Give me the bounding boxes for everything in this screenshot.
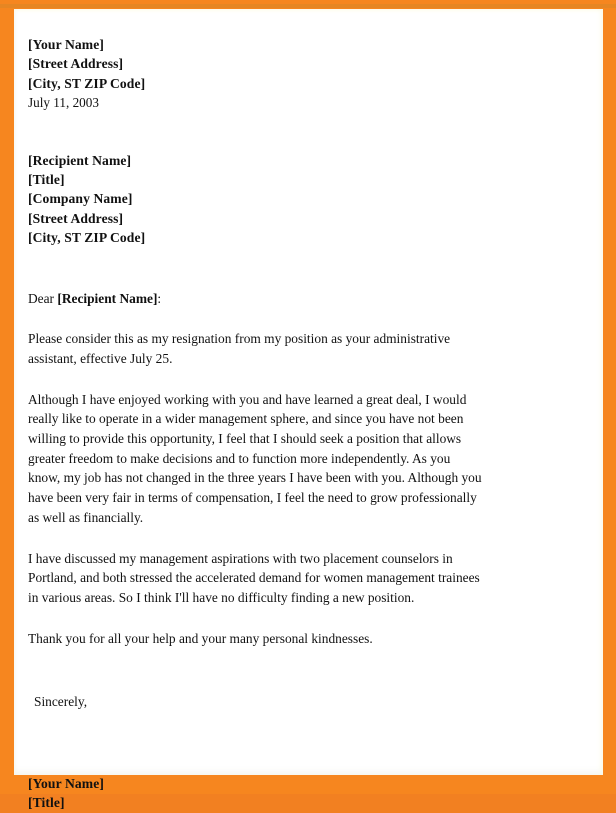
paragraph-line: greater freedom to make decisions and to function more independently. As you xyxy=(28,450,451,466)
sender-name: [Your Name] xyxy=(28,37,104,52)
letter-content xyxy=(28,9,588,813)
salutation-recipient-name: [Recipient Name] xyxy=(57,290,158,306)
paragraph-line: willing to provide this opportunity, I feel that I should seek a position that allows xyxy=(28,431,462,447)
paragraph-line: as well as financially. xyxy=(28,509,144,525)
letter-page xyxy=(14,9,603,811)
closing-salutation: Sincerely, xyxy=(34,694,88,710)
signature-title: [Title] xyxy=(28,795,65,811)
body-paragraph-3 xyxy=(28,549,588,608)
recipient-title: [Title] xyxy=(28,172,65,188)
salutation-punctuation: : xyxy=(157,290,162,306)
paragraph-line: really like to operate in a wider management sphere, and since you have not been xyxy=(28,411,464,427)
paragraph-line: Portland, and both stressed the accelerated demand for women management trainees xyxy=(28,570,480,586)
paragraph-line: Thank you for all your help and your many personal kindnesses. xyxy=(28,630,373,646)
paragraph-line: Although I have enjoyed working with you and have learned a great deal, I would xyxy=(28,391,467,407)
body-paragraph-2 xyxy=(28,390,588,528)
paragraph-line: know, my job has not changed in the three years I have been with you. Although you xyxy=(28,470,482,486)
body-paragraph-4 xyxy=(28,629,588,649)
sender-street-address: [Street Address] xyxy=(28,56,124,72)
paragraph-line: have been very fair in terms of compensation, I feel the need to grow professionally xyxy=(28,490,477,506)
recipient-city-state-zip: [City, ST ZIP Code] xyxy=(28,230,146,246)
letter-date: July 11, 2003 xyxy=(28,95,99,111)
recipient-address-block xyxy=(28,151,588,248)
salutation xyxy=(28,289,588,309)
signature-name: [Your Name] xyxy=(28,775,104,791)
sender-city-state-zip: [City, ST ZIP Code] xyxy=(28,75,146,91)
recipient-street-address: [Street Address] xyxy=(28,210,124,226)
recipient-name: [Recipient Name] xyxy=(28,152,132,168)
paragraph-line: I have discussed my management aspirations with two placement counselors in xyxy=(28,550,453,566)
paragraph-line: in various areas. So I think I'll have no difficulty finding a new position. xyxy=(28,589,415,605)
sender-address-block xyxy=(28,35,588,113)
salutation-greeting: Dear xyxy=(28,290,58,306)
recipient-company-name: [Company Name] xyxy=(28,191,133,207)
signature-block xyxy=(28,774,588,813)
paragraph-line: assistant, effective July 25. xyxy=(28,350,173,366)
body-paragraph-1 xyxy=(28,329,588,368)
paragraph-line: Please consider this as my resignation from my position as your administrative xyxy=(28,331,451,347)
